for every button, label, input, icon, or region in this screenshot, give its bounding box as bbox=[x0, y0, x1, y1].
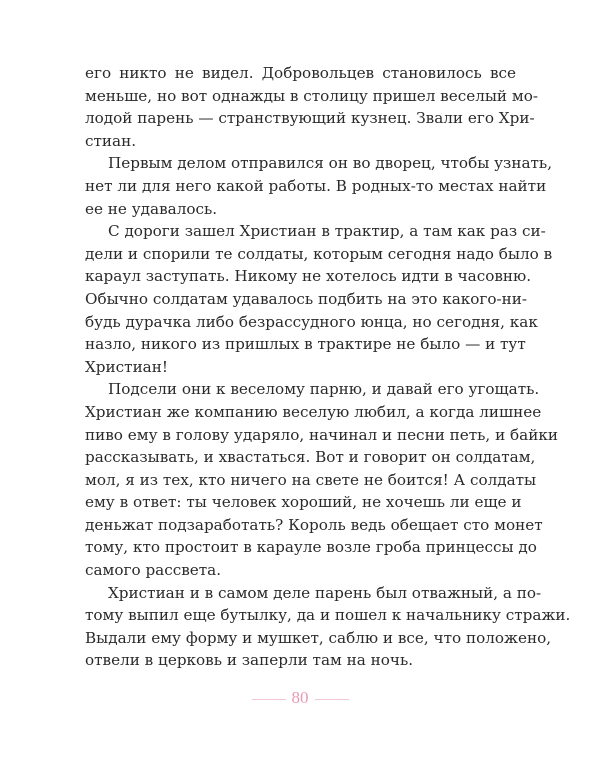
text-line: его никто не видел. Добровольцев становилось все bbox=[85, 64, 516, 82]
text-line: пиво ему в голову ударяло, начинал и песни петь, и байки bbox=[85, 425, 558, 444]
text-line: меньше, но вот однажды в столицу пришел веселый мо- bbox=[85, 86, 538, 105]
text-line: ему в ответ: ты человек хороший, не хочешь ли еще и bbox=[85, 493, 522, 512]
text-line: Выдали ему форму и мушкет, саблю и все, что положено, bbox=[85, 628, 552, 647]
ornament-right bbox=[315, 699, 349, 700]
text-line: назло, никого из пришлых в трактире не было — и тут bbox=[85, 335, 526, 354]
text-line: нет ли для него какой работы. В родных-то местах найти bbox=[85, 176, 547, 195]
text-line: лодой парень — странствующий кузнец. Звали его Хри- bbox=[85, 109, 535, 128]
text-line: Обычно солдатам удавалось подбить на это какого-ни- bbox=[85, 289, 528, 308]
text-line: Христиан! bbox=[85, 357, 168, 376]
ornament-left bbox=[252, 699, 286, 700]
text-line: тому выпил еще бутылку, да и пошел к начальнику стражи. bbox=[85, 606, 571, 625]
body-text bbox=[85, 62, 571, 672]
text-line: мол, я из тех, кто ничего на свете не боится! А солдаты bbox=[85, 470, 537, 489]
text-line: Христиан же компанию веселую любил, а когда лишнее bbox=[85, 402, 542, 421]
page-footer bbox=[0, 688, 600, 708]
text-line: Первым делом отправился он во дворец, чтобы узнать, bbox=[108, 154, 553, 173]
text-line: ее не удавалось. bbox=[85, 199, 218, 218]
text-line: Христиан и в самом деле парень был отважный, а по- bbox=[108, 583, 542, 602]
text-line: С дороги зашел Христиан в трактир, а там как раз си- bbox=[108, 222, 546, 241]
text-line: рассказывать, и хвастаться. Вот и говорит он солдатам, bbox=[85, 448, 536, 467]
text-line: дели и спорили те солдаты, которым сегодня надо было в bbox=[85, 244, 553, 263]
text-line: деньжат подзаработать? Король ведь обещает сто монет bbox=[85, 515, 543, 534]
text-line: тому, кто простоит в карауле возле гроба принцессы до bbox=[85, 538, 537, 557]
page-number: 80 bbox=[291, 688, 309, 707]
text-line: отвели в церковь и заперли там на ночь. bbox=[85, 651, 414, 670]
text-line: стиан. bbox=[85, 131, 137, 150]
text-line: самого рассвета. bbox=[85, 561, 222, 580]
text-line: Подсели они к веселому парню, и давай его угощать. bbox=[108, 380, 540, 399]
text-line: караул заступать. Никому не хотелось идти в часовню. bbox=[85, 267, 532, 286]
text-line: будь дурачка либо безрассудного юнца, но сегодня, как bbox=[85, 312, 538, 331]
